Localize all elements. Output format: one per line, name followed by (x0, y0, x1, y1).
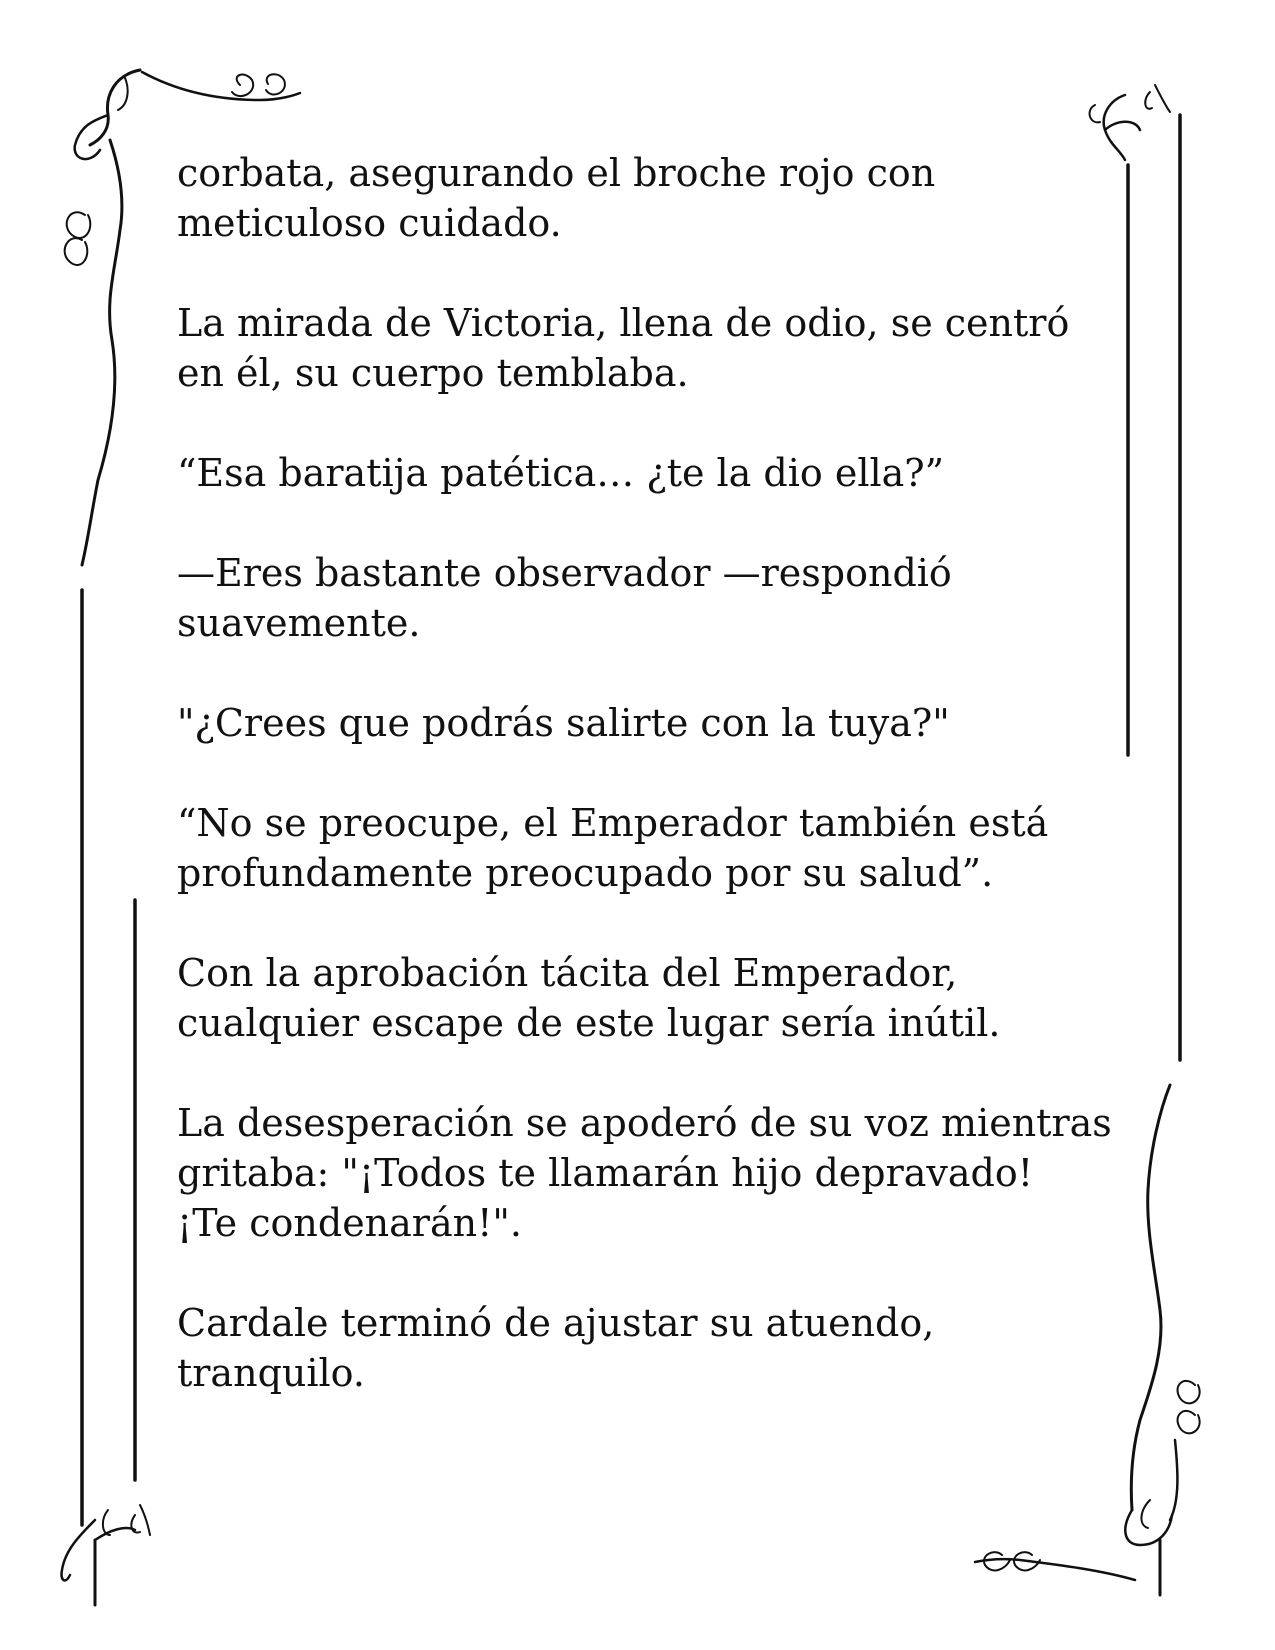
paragraph-8 (177, 1098, 1117, 1248)
text-line: Cardale terminó de ajustar su atuendo, (177, 1301, 935, 1345)
text-line: gritaba: "¡Todos te llamarán hijo depravado! (177, 1151, 1034, 1195)
text-line: ¡Te condenarán!". (177, 1201, 522, 1245)
paragraph-2 (177, 298, 1117, 398)
text-line: La desesperación se apoderó de su voz mientras (177, 1101, 1112, 1145)
text-line: tranquilo. (177, 1351, 365, 1395)
text-line: "¿Crees que podrás salirte con la tuya?" (177, 701, 950, 745)
text-line: meticuloso cuidado. (177, 201, 562, 245)
paragraph-1 (177, 148, 1117, 248)
text-line: suavemente. (177, 601, 421, 645)
story-text (177, 148, 1117, 1448)
text-line: cualquier escape de este lugar sería inútil. (177, 1001, 1001, 1045)
bottom-left-flourish-icon (62, 1505, 150, 1605)
text-line: profundamente preocupado por su salud”. (177, 851, 994, 895)
paragraph-3 (177, 448, 1117, 498)
text-line: en él, su cuerpo temblaba. (177, 351, 689, 395)
text-line: La mirada de Victoria, llena de odio, se centró (177, 301, 1070, 345)
paragraph-5 (177, 698, 1117, 748)
paragraph-4 (177, 548, 1117, 648)
paragraph-9 (177, 1298, 1117, 1398)
text-line: “Esa baratija patética… ¿te la dio ella?” (177, 451, 945, 495)
paragraph-7 (177, 948, 1117, 1048)
paragraph-6 (177, 798, 1117, 898)
text-line: corbata, asegurando el broche rojo con (177, 151, 936, 195)
text-line: —Eres bastante observador —respondió (177, 551, 952, 595)
text-line: “No se preocupe, el Emperador también está (177, 801, 1049, 845)
text-line: Con la aprobación tácita del Emperador, (177, 951, 958, 995)
